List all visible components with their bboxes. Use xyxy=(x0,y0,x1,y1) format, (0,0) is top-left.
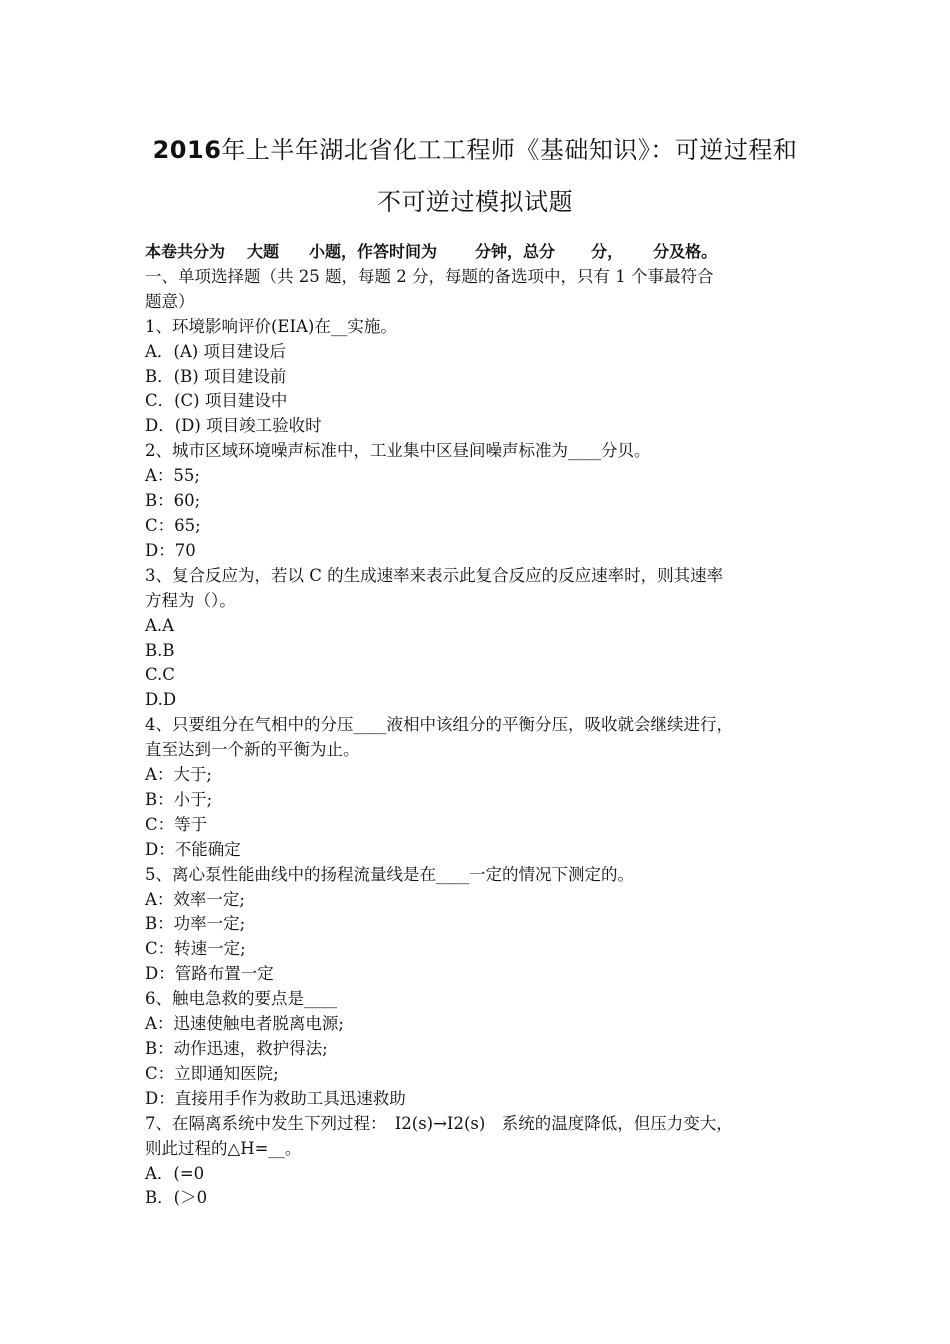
question-stem: 5、离心泵性能曲线中的扬程流量线是在____一定的情况下测定的。 xyxy=(145,864,634,884)
section-heading: 一、单项选择题（共 25 题，每题 2 分，每题的备选项中，只有 1 个事最符合 xyxy=(145,266,714,286)
intro-text: 本卷共分为 xyxy=(145,242,226,261)
answer-option: D.D xyxy=(145,690,177,710)
question-item xyxy=(145,439,810,564)
intro-text: 分， xyxy=(591,242,624,261)
question-stem: 2、城市区域环境噪声标准中，工业集中区昼间噪声标准为____分贝。 xyxy=(145,441,651,461)
answer-option: B：动作迅速，救护得法; xyxy=(145,1039,328,1058)
question-stem: 3、复合反应为，若以 C 的生成速率来表示此复合反应的反应速率时，则其速率 xyxy=(145,565,724,585)
question-item xyxy=(145,713,810,862)
question-stem: 则此过程的△H=__。 xyxy=(145,1138,302,1158)
answer-option: D：不能确定 xyxy=(145,839,241,859)
question-item xyxy=(145,863,810,988)
answer-option: C：65; xyxy=(145,515,201,535)
answer-option: B：小于; xyxy=(145,789,213,809)
question-item xyxy=(145,1112,810,1212)
question-item xyxy=(145,564,810,713)
answer-option: B：功率一定; xyxy=(145,914,246,934)
question-stem: 7、在隔离系统中发生下列过程： I2(s)→I2(s) 系统的温度降低，但压力变大， xyxy=(145,1113,733,1133)
question-stem: 1、环境影响评价(EIA)在__实施。 xyxy=(145,316,397,336)
section-heading-continued: 题意） xyxy=(145,291,195,311)
exam-instructions xyxy=(145,240,810,265)
answer-option: C．(C) 项目建设中 xyxy=(145,391,288,411)
title-text: 年上半年湖北省化工工程师《基础知识》：可逆过程和 xyxy=(221,136,798,164)
question-stem: 直至达到一个新的平衡为止。 xyxy=(145,740,360,760)
answer-option: B：60; xyxy=(145,491,201,511)
answer-option: A：迅速使触电者脱离电源; xyxy=(145,1014,344,1034)
question-item xyxy=(145,315,810,440)
answer-option: A：大于; xyxy=(145,765,212,785)
intro-text: 分及格。 xyxy=(653,242,718,261)
answer-option: D．(D) 项目竣工验收时 xyxy=(145,416,322,436)
title-year: 2016 xyxy=(152,136,222,164)
answer-option: B.B xyxy=(145,640,175,660)
answer-option: A.A xyxy=(145,615,175,635)
intro-text: 分钟，总分 xyxy=(475,242,556,261)
document-body xyxy=(145,240,810,1211)
question-item xyxy=(145,987,810,1112)
question-stem: 6、触电急救的要点是____ xyxy=(145,989,337,1009)
answer-option: A：55; xyxy=(145,466,200,486)
answer-option: C：转速一定; xyxy=(145,939,246,959)
answer-option: B．(＞0 xyxy=(145,1188,208,1208)
answer-option: D：直接用手作为救助工具迅速救助 xyxy=(145,1088,406,1108)
answer-option: A．(=0 xyxy=(145,1163,205,1183)
intro-text: 大题 xyxy=(247,242,280,261)
answer-option: D：70 xyxy=(145,540,196,560)
answer-option: C.C xyxy=(145,665,175,685)
question-stem: 4、只要组分在气相中的分压____液相中该组分的平衡分压，吸收就会继续进行， xyxy=(145,715,733,735)
answer-option: D：管路布置一定 xyxy=(145,964,274,984)
intro-text: 小题，作答时间为 xyxy=(309,242,438,261)
question-stem: 方程为（）。 xyxy=(145,590,236,610)
answer-option: C：等于 xyxy=(145,814,208,834)
answer-option: A．(A) 项目建设后 xyxy=(145,341,286,361)
document-title-line-1 xyxy=(0,135,950,165)
document-title-line-2: 不可逆过模拟试题 xyxy=(377,188,573,216)
answer-option: A：效率一定; xyxy=(145,889,245,909)
answer-option: B．(B) 项目建设前 xyxy=(145,366,287,386)
answer-option: C：立即通知医院; xyxy=(145,1063,279,1083)
question-list xyxy=(145,315,810,1212)
